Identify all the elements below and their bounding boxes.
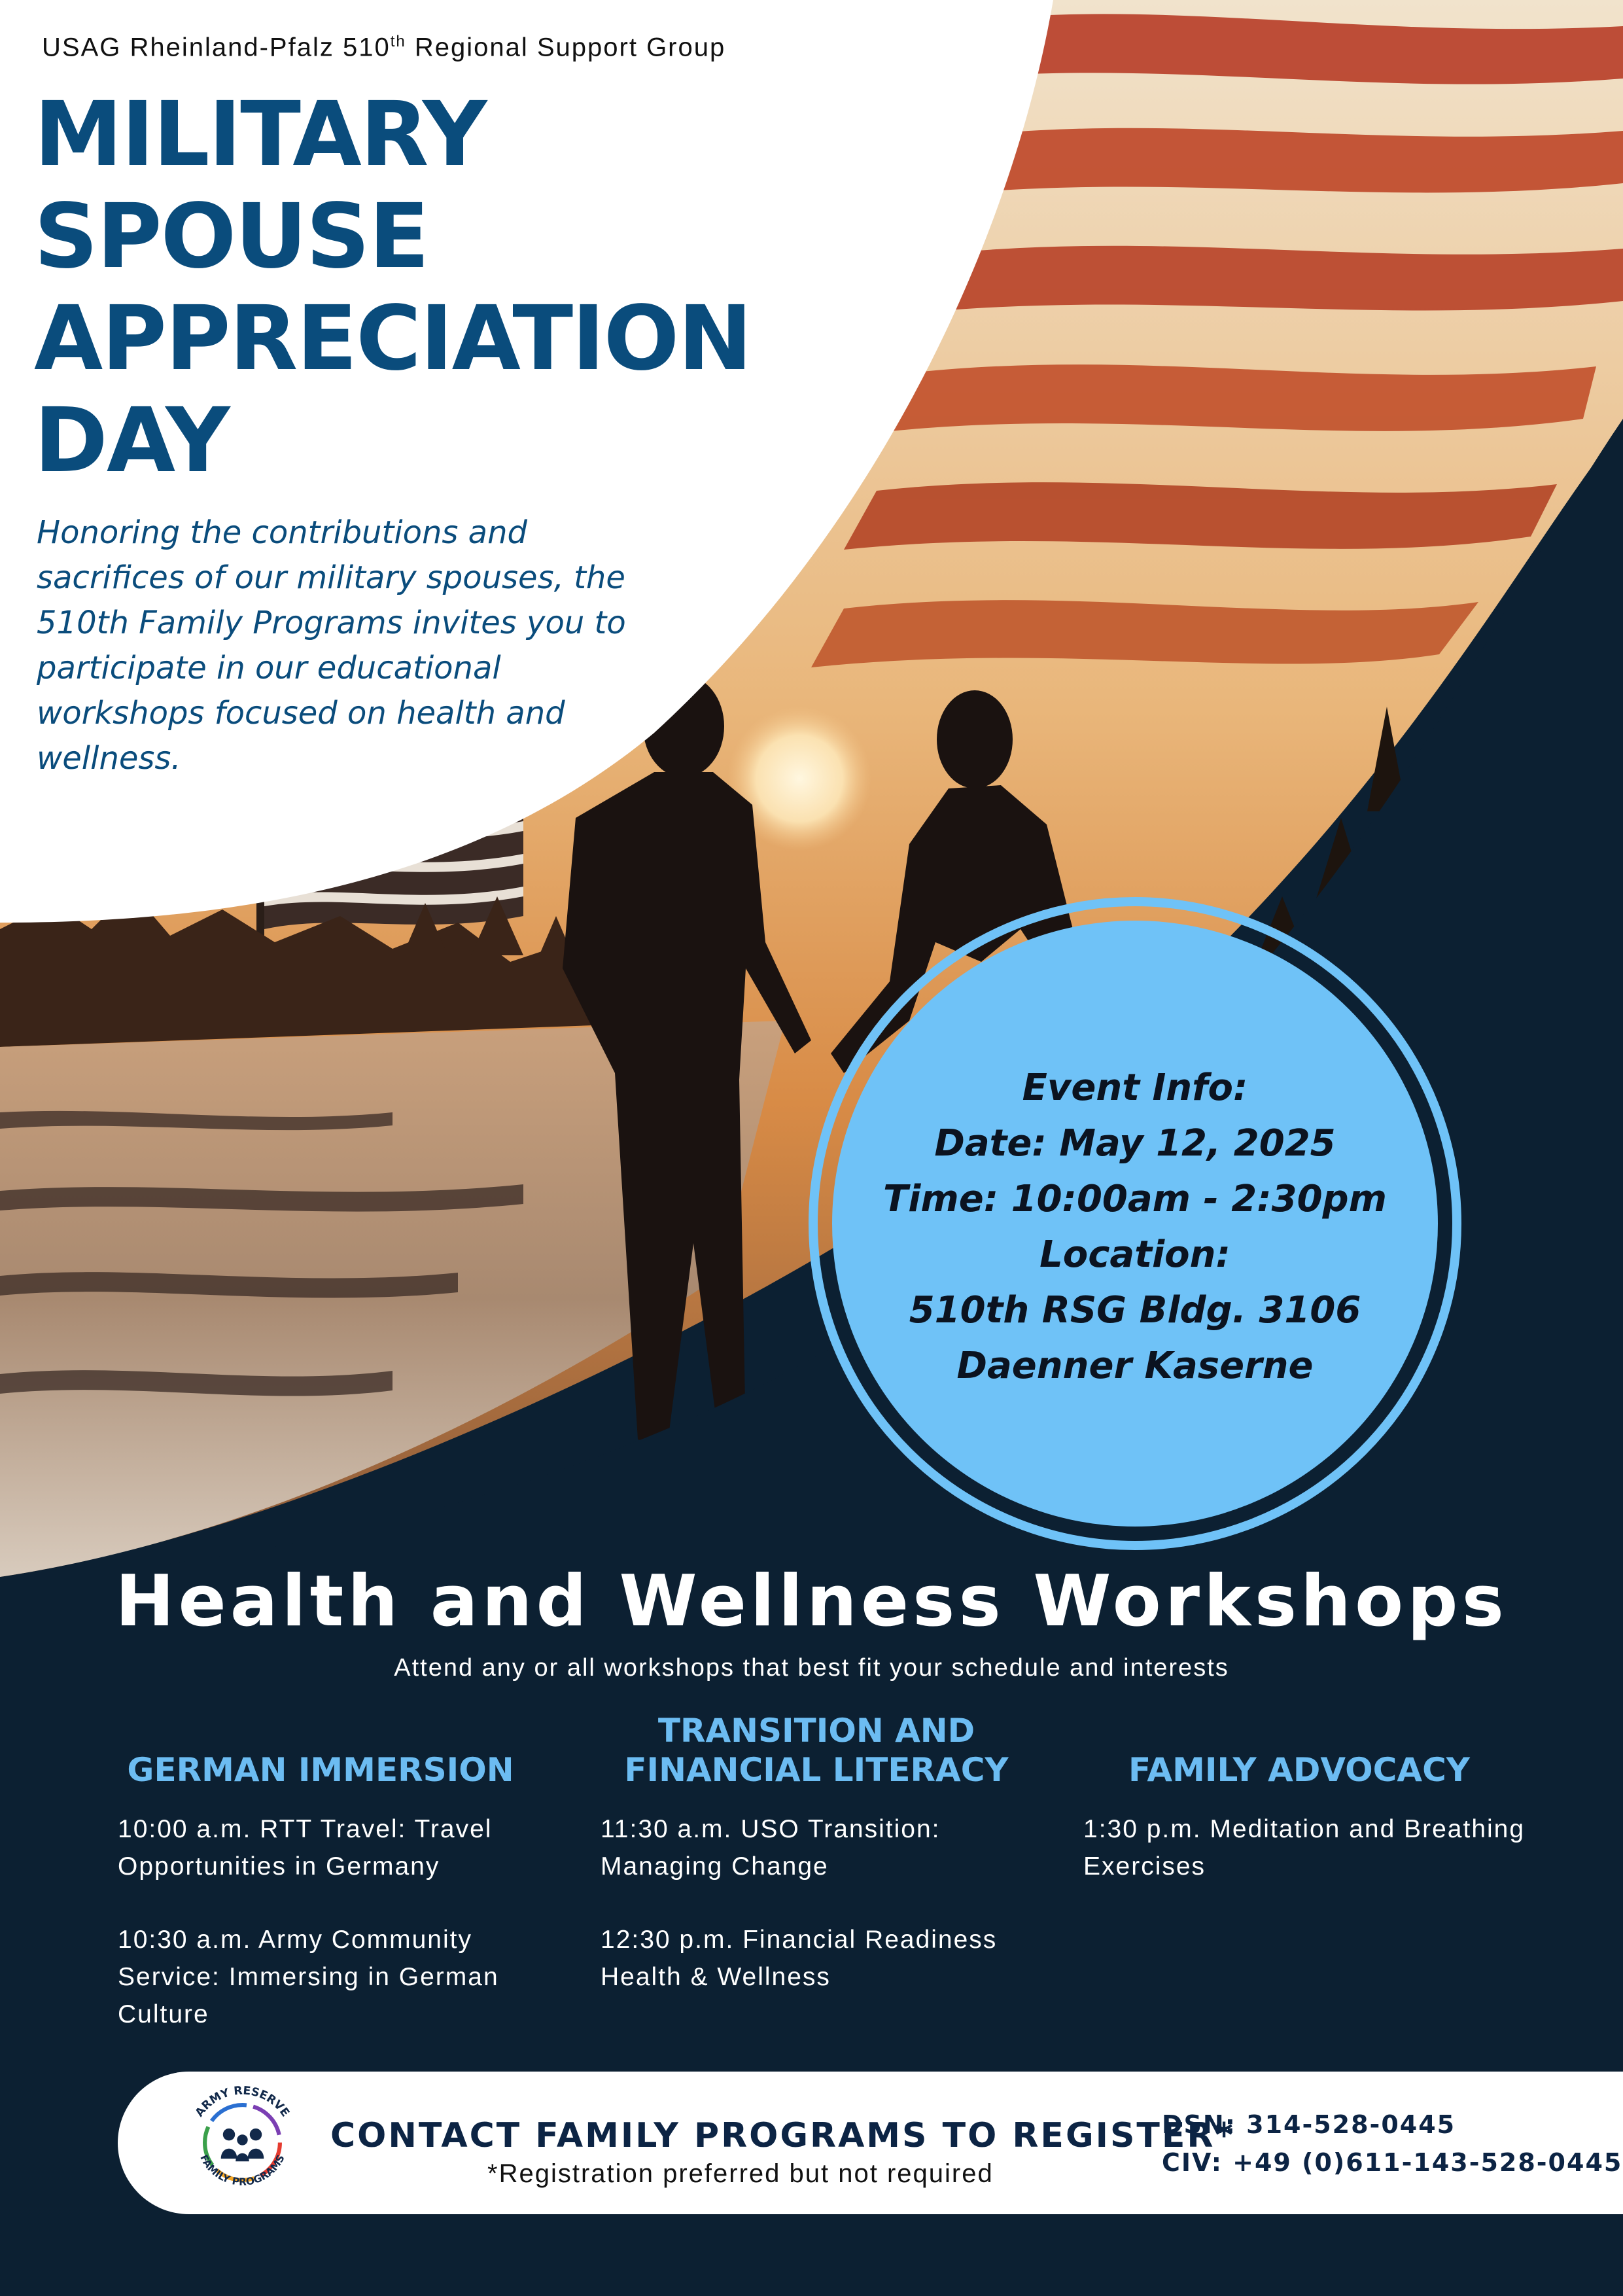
- svg-text:FAMILY PROGRAMS: FAMILY PROGRAMS: [198, 2153, 287, 2188]
- intro-text: Honoring the contributions and sacrifices of our military spouses, the 510th Family Programs invites you to participate in our educational workshops focused on health and wellness.: [37, 514, 626, 777]
- title-line: SPOUSE: [34, 185, 428, 289]
- track-heading: GERMAN IMMERSION: [127, 1751, 514, 1789]
- session-item: 11:30 a.m. USO Transition: Managing Change: [601, 1815, 941, 1881]
- workshops-title: Health and Wellness Workshops: [115, 1561, 1508, 1642]
- session-item: 1:30 p.m. Meditation and Breathing Exercises: [1083, 1815, 1526, 1881]
- event-time: Time: 10:00am - 2:30pm: [883, 1178, 1387, 1220]
- track-family-advocacy: [1083, 1704, 1528, 1921]
- title-line: APPRECIATION: [34, 287, 752, 391]
- track-transition-financial-literacy: [601, 1704, 1045, 2032]
- event-heading: Event Info:: [1022, 1067, 1248, 1109]
- organization-header: USAG Rheinland-Pfalz 510th Regional Support Group: [42, 33, 726, 62]
- army-reserve-family-programs-logo: [175, 2075, 309, 2210]
- track-heading: TRANSITION AND FINANCIAL LITERACY: [624, 1712, 1009, 1789]
- event-date: Date: May 12, 2025: [934, 1122, 1336, 1165]
- event-location-label: Location:: [1039, 1233, 1230, 1276]
- session-item: 10:00 a.m. RTT Travel: Travel Opportunities in Germany: [118, 1815, 493, 1881]
- registration-headline: CONTACT FAMILY PROGRAMS TO REGISTER*: [330, 2116, 1235, 2155]
- dsn-number: DSN: 314-528-0445: [1162, 2110, 1456, 2139]
- event-location-building: 510th RSG Bldg. 3106: [909, 1289, 1361, 1332]
- event-info: [818, 932, 1452, 1521]
- event-location-site: Daenner Kaserne: [956, 1345, 1314, 1387]
- track-german-immersion: [118, 1704, 563, 2069]
- session-item: 12:30 p.m. Financial Readiness Health & Wellness: [601, 1926, 998, 1991]
- page-title: [34, 84, 852, 492]
- contact-numbers: [1162, 2106, 1622, 2181]
- track-heading: FAMILY ADVOCACY: [1128, 1751, 1470, 1789]
- civ-number: CIV: +49 (0)611-143-528-0445: [1162, 2148, 1623, 2177]
- registration-note: *Registration preferred but not required: [487, 2159, 994, 2188]
- svg-text:ARMY RESERVE: ARMY RESERVE: [192, 2084, 292, 2120]
- workshops-subtitle: Attend any or all workshops that best fit your schedule and interests: [394, 1654, 1229, 1682]
- session-item: 10:30 a.m. Army Community Service: Immersing in German Culture: [118, 1926, 499, 2028]
- title-line: MILITARY: [34, 83, 486, 186]
- title-line: DAY: [34, 389, 229, 493]
